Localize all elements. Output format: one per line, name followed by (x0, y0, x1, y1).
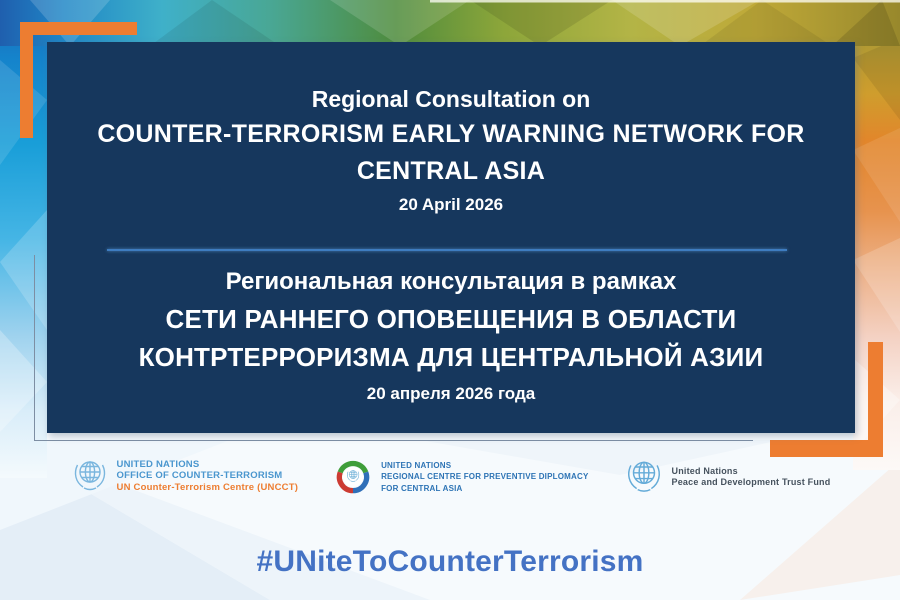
title-russian-date: 20 апреля 2026 года (366, 384, 536, 403)
unoct-line3: UN Counter-Terrorism Centre (UNCCT) (116, 481, 299, 493)
title-english-date: 20 April 2026 (398, 195, 504, 214)
title-russian-line3: КОНТРТЕРРОРИЗМА ДЛЯ ЦЕНТРАЛЬНОЙ АЗИИ (138, 342, 764, 372)
unoct-line2: OFFICE OF COUNTER-TERRORISM (116, 470, 283, 482)
unrcca-emblem-icon (332, 456, 374, 498)
unrcca-line3: FOR CENTRAL ASIA (381, 483, 463, 493)
logo-pdtf (623, 456, 831, 498)
logo-unrcca (332, 456, 588, 498)
logo-unoct (70, 456, 299, 496)
unrcca-line2: REGIONAL CENTRE FOR PREVENTIVE DIPLOMACY (381, 472, 589, 482)
corner-accent-bottom-right-horizontal (770, 440, 883, 457)
title-english-line3: CENTRAL ASIA (356, 157, 546, 185)
pdtf-line2: Peace and Development Trust Fund (671, 477, 831, 487)
title-english-line2: COUNTER-TERRORISM EARLY WARNING NETWORK FOR (97, 120, 805, 148)
corner-accent-top-left-horizontal (20, 22, 137, 35)
un-emblem-icon (623, 456, 665, 498)
title-english-line1: Regional Consultation on (311, 86, 591, 112)
un-emblem-icon (70, 456, 110, 496)
title-russian-line2: СЕТИ РАННЕГО ОПОВЕЩЕНИЯ В ОБЛАСТИ (165, 304, 737, 334)
divider-line (107, 249, 787, 251)
unoct-line1: UNITED NATIONS (116, 458, 200, 470)
logo-row (0, 456, 900, 498)
pdtf-line1: United Nations (671, 465, 738, 476)
unrcca-line1: UNITED NATIONS (381, 460, 452, 470)
hashtag: #UNiteToCounterTerrorism (256, 545, 644, 578)
title-panel (47, 42, 855, 433)
corner-accent-top-left-vertical (20, 22, 33, 138)
title-russian-line1: Региональная консультация в рамках (225, 268, 677, 295)
